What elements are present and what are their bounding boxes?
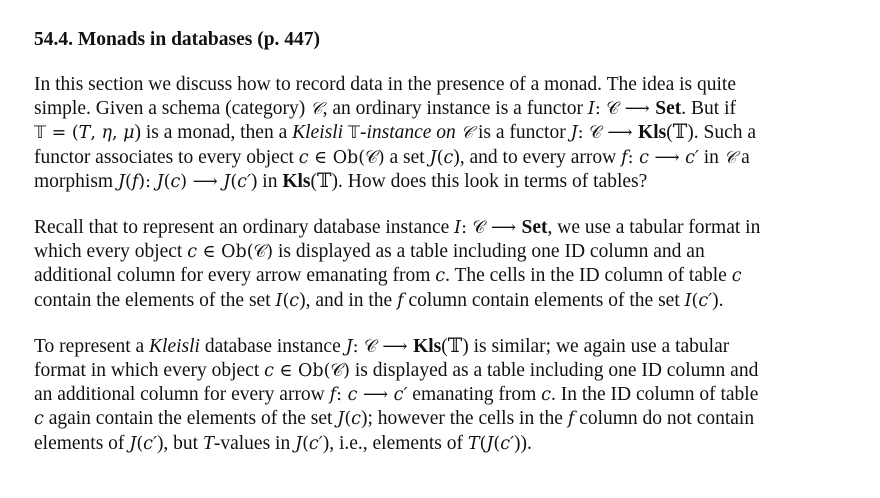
text-line: format in which every object c ∈ Ob(𝒞) is displayed as a table including one ID column and — [34, 360, 759, 382]
text-line: simple. Given a schema (category) 𝒞, an ordinary instance is a functor I: 𝒞 ⟶ Set. But if — [34, 98, 736, 120]
text-line: To represent a Kleisli database instance J: 𝒞 ⟶ Kls(𝕋) is similar; we again use a tabular — [34, 335, 730, 357]
text-line: an additional column for every arrow f: c ⟶ c′ emanating from c. In the ID column of table — [34, 384, 759, 406]
text-line: Recall that to represent an ordinary database instance I: 𝒞 ⟶ Set, we use a tabular format in — [34, 217, 761, 239]
text-line: which every object c ∈ Ob(𝒞) is displayed as a table including one ID column and an — [34, 241, 705, 263]
text-line: elements of J(c′), but T-values in J(c′), i.e., elements of T(J(c′)). — [34, 432, 532, 454]
paragraph-2 — [34, 216, 864, 313]
paragraph-3 — [34, 335, 864, 456]
text-line: c again contain the elements of the set J(c); however the cells in the f column do not contain — [34, 408, 755, 430]
text-line: morphism J(f): J(c) ⟶ J(c′) in Kls(𝕋). How does this look in terms of tables? — [34, 170, 648, 192]
text-line: 𝕋 = (T, η, μ) is a monad, then a Kleisli 𝕋-instance on 𝒞 is a functor J: 𝒞 ⟶ Kls(𝕋). Such a — [34, 122, 757, 144]
text-line: additional column for every arrow emanating from c. The cells in the ID column of table c — [34, 265, 742, 287]
page — [34, 28, 864, 478]
paragraph-1 — [34, 73, 864, 194]
text-line: contain the elements of the set I(c), and in the f column contain elements of the set I(c′). — [34, 289, 724, 311]
section-heading: 54.4. Monads in databases (p. 447) — [34, 29, 321, 50]
text-line: In this section we discuss how to record data in the presence of a monad. The idea is quite — [34, 74, 736, 95]
text-line: functor associates to every object c ∈ Ob(𝒞) a set J(c), and to every arrow f: c ⟶ c′ in 𝒞 a — [34, 146, 750, 168]
